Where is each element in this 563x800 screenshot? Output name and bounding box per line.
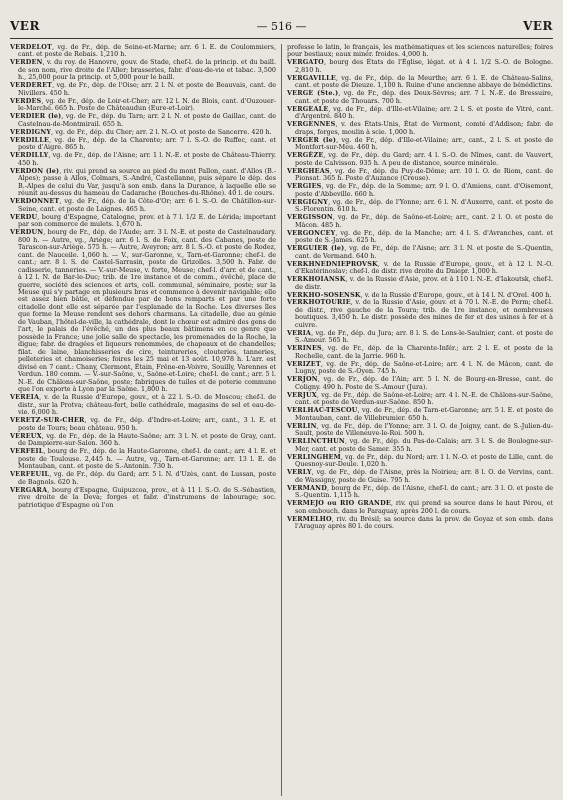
entry-text: , v. de la Russie d'Europe, gouv., et à 14 l. N. d'Orel. 400 h. <box>360 290 552 299</box>
entry-text: , vg. de Fr., dép. de la Haute-Saône; arr. 3 l. N. et poste de Gray, cant. de Dampierre-sur-Salon. 360 h. <box>18 431 276 448</box>
entry-text: , vg. de Fr., dép. de l'Aisne, près la Noirieu; arr. 8 l. O. de Vervins, cant. de Wassigny, poste de Guise. 795 h. <box>295 468 553 484</box>
entry-headword: VERDON (le) <box>10 166 60 175</box>
entry-headword: VERDELOT <box>10 44 52 51</box>
entry-headword: VERFEUIL <box>10 470 50 479</box>
entry-headword: VERKHO-SOSENSK <box>287 290 361 299</box>
dictionary-entry <box>287 44 553 59</box>
dictionary-entry <box>10 433 276 448</box>
dictionary-entry <box>287 407 553 422</box>
entry-headword: VERDU <box>10 212 38 221</box>
entry-text: professe le latin, le français, les mathématiques et les sciences naturelles; foires pour bestiaux; eaux minér. froides. 4,000 h. <box>287 44 553 59</box>
entry-text: , v. de la Russie d'Europe, gouv., et à 22 l. S.-O. de Moscou; chef-l. de distr., sur la Protva; château-fort, belle cathédrale, magasins de sel et eau-de-vie. 6,000 h. <box>18 393 276 417</box>
right-column <box>287 44 553 796</box>
dictionary-entry <box>287 261 553 276</box>
dictionary-entry <box>287 299 553 329</box>
entry-text: , vg. de Fr., dép. du Tarn; arr. 2 l. N. et poste de Gaillac, cant. de Castelnau-de-Montmirail. 655 h. <box>18 112 276 128</box>
dictionary-entry <box>10 168 276 198</box>
dictionary-entry <box>287 376 553 391</box>
entry-text: , vg. de Fr., dép. de l'Yonne; arr. 3 l. O. de Joigny, cant. de S.-Julien-du-Sault, poste de Villeneuve-le-Roi. 500 h. <box>295 421 553 438</box>
dictionary-entry <box>10 214 276 229</box>
dictionary-entry <box>10 98 276 113</box>
entry-headword: VERGENNES <box>287 120 336 129</box>
dictionary-entry <box>10 137 276 152</box>
dictionary-entry <box>287 423 553 438</box>
entry-text: , v. de la Russie d'Asie, gouv. et à 70 l. N.-E. de Perm; chef-l. de distr., rive gauche de la Toura; trib. de 1re instance, et nombreuses boutiques. 3,450 h. Le distr. possède des mines de fer et des usines à fer et à cuivre. <box>295 298 553 329</box>
dictionary-entry <box>287 199 553 214</box>
dictionary-entry <box>287 90 553 105</box>
dictionary-entry <box>287 469 553 484</box>
entry-headword: VERDES <box>10 96 42 105</box>
dictionary-entry <box>10 229 276 394</box>
dictionary-entry <box>10 82 276 97</box>
entry-text: , vg. de Fr., dép. de la Manche; arr. 4 l. S. d'Avranches, cant. et poste de S.-James. 625 h. <box>295 228 553 245</box>
entry-headword: VERIZET <box>287 359 321 368</box>
dictionary-entry <box>287 454 553 469</box>
entry-headword: VERMAND <box>287 483 327 492</box>
entry-text: , vg. de Fr., dép. de l'Ain; arr. 5 l. N. de Bourg-en-Bresse, cant. de Coligny. 490 h. Poste de S.-Amour (Jura). <box>295 375 553 391</box>
entry-text: , vg. de Fr., dép. du Jura; arr. 8 l. S. de Lons-le-Saulnier, cant. et poste de S.-Amour. 565 h. <box>295 328 553 345</box>
entry-headword: VERDONNET <box>10 197 60 206</box>
entry-headword: VERGIES <box>287 182 322 191</box>
entry-text: , vg. de Fr., dép. des Deux-Sèvres; arr. 7 l. N.-E. de Bressuire, cant. et poste de Thouars. 700 h. <box>295 89 553 105</box>
dictionary-entry <box>10 448 276 470</box>
entry-text: , vg. de Fr., dép. du Gard; arr. 5 l. N. d'Uzès, cant. de Lussan, poste de Bagnols. 620 h. <box>18 470 276 486</box>
entry-text: , vg. de Fr., dép. de l'Aisne; arr. 3 l. N. et poste de S.-Quentin, cant. de Vermand. 640 h. <box>295 244 553 260</box>
entry-text: , vg. de Fr., dép. de l'Aisne; arr. 1 l. N.-E. et poste de Château-Thierry. 450 h. <box>18 151 276 167</box>
entry-headword: VERGEALE <box>287 104 329 113</box>
entry-headword: VERLY <box>287 468 312 477</box>
entry-headword: VERGER (le) <box>287 135 337 144</box>
entry-headword: VEREUX <box>10 431 42 440</box>
dictionary-entry <box>10 394 276 416</box>
dictionary-entry <box>10 152 276 167</box>
entry-text: , vg. de Fr., dép. du Cher; arr. 2 l. N.-O. et poste de Sancerre. 420 h. <box>51 127 272 136</box>
dictionary-entry <box>287 245 553 260</box>
dictionary-entry <box>287 438 553 453</box>
entry-headword: VERINES <box>287 344 322 353</box>
entry-text: , vg. de Fr., dép. du Pas-de-Calais; arr. 3 l. S. de Boulogne-sur-Mer, cant. et poste de Samer. 355 h. <box>295 437 553 453</box>
entry-text: , vg. de Fr., dép. de Saône-et-Loire; arr. 4 l. N.-E. de Châlons-sur-Saône, cant. et poste de Verdun-sur-Saône. 850 h. <box>295 390 553 407</box>
entry-headword: VERDUN <box>10 228 44 237</box>
entry-text: , riv. du Brésil; sa source dans la prov. de Goyaz et son emb. dans l'Araguay après 80 l. de cours. <box>295 514 553 531</box>
entry-text: , riv. qui prend sa source dans le haut Pérou, et son embouch. dans le Paraguay, après 200 l. de cours. <box>295 499 553 515</box>
entry-headword: VERGONCEY <box>287 228 336 237</box>
dictionary-entry <box>287 214 553 229</box>
entry-headword: VERLHAC-TESCOU <box>287 406 358 415</box>
entry-text: , v. de la Russie d'Europe, gouv., et à 12 l. N.-O. d'Ekatérinoslav; chef-l. de distr. rive droite du Dniepr. 1,000 h. <box>295 259 553 276</box>
dictionary-entry <box>287 276 553 291</box>
entry-headword: VERJUX <box>287 390 317 399</box>
entry-headword: VERGAVILLE <box>287 73 336 82</box>
entry-text: , vg. de Fr., dép. du Puy-de-Dôme; arr. 10 l. O. de Riom, cant. de Pionsat. 365 h. Poste d'Auzance (Creuse). <box>295 166 553 183</box>
entry-text: , vg. de Fr., dép. de Tarn-et-Garonne; arr. 5 l. E. et poste de Montauban, cant. de Villebrumier. 650 h. <box>295 406 553 422</box>
dictionary-entry <box>10 59 276 81</box>
entry-text: , vg. de Fr., dép. d'Ille-et-Vilaine; arr., cant., 2 l. S. et poste de Montfort-sur-Meu. 460 h. <box>295 135 553 152</box>
dictionary-entry <box>287 183 553 198</box>
entry-headword: VERGE (Ste.) <box>287 89 339 98</box>
entry-headword: VERDILLY <box>10 151 49 160</box>
entry-headword: VERGARA <box>10 485 48 494</box>
dictionary-entry <box>287 500 553 515</box>
dictionary-entry <box>287 516 553 531</box>
column-divider <box>281 44 282 796</box>
entry-text: , vg. de Fr., dép. de Saône-et-Loire; arr., cant. 2 l. O. et poste de Mâcon. 485 h. <box>295 213 553 229</box>
entry-text: , v. des États-Unis, État de Vermont, comté d'Addison; fabr. de draps, forges, moulin à scie. 1,000 h. <box>295 120 553 136</box>
header-rule <box>10 38 553 39</box>
entry-headword: VERGIGNY <box>287 197 329 206</box>
entry-text: , riv. qui prend sa source au pied du mont Pallon, cant. d'Allos (B.-Alpes); passe à Allos, Colmars, S.-André, Castellanne, puis sépare le dép. des B.-Alpes de celui du Var, jusqu'à son emb. dans la Durance, à laquelle elle se réunit au-dessus du hameau de Cadarache (Bouches-du-Rhône). 40 l. de cours. <box>18 166 276 198</box>
dictionary-entry <box>10 198 276 213</box>
dictionary-entry <box>287 168 553 183</box>
entry-text: , vg. de Fr., dép. du Nord; arr. 1 l. N.-O. et poste de Lille, cant. de Quesnoy-sur-Deule. 1,020 h. <box>295 452 553 469</box>
entry-headword: VERGÈZE <box>287 151 324 160</box>
dictionary-entry <box>287 345 553 360</box>
entry-headword: VERETZ-SUR-CHER <box>10 416 85 425</box>
entry-headword: VERMEJO ou RIO GRANDE <box>287 499 391 508</box>
dictionary-entry <box>287 121 553 136</box>
two-column-body <box>10 44 553 796</box>
entry-headword: VERJON <box>287 375 318 384</box>
dictionary-entry <box>287 106 553 121</box>
dictionary-entry <box>287 485 553 500</box>
entry-headword: VERIA <box>287 328 312 337</box>
entry-headword: VERLINCTHUN <box>287 437 345 446</box>
entry-text: , v. du roy. de Hanovre, gouv. de Stade, chef-l. de la princip. et du baill. de son nom, rive droite de l'Aller; brasseries, fabr. d'eau-de-vie et tabac. 3,500 h., 25,000 pour la princip. et 5,000 pour le baill. <box>18 58 276 82</box>
entry-text: , vg. de Fr., dép. de la Meurthe; arr. 6 l. E. de Château-Salins, cant. et poste de Dieuze. 1,100 h. Ruine d'une ancienne abbaye de bénédictins. <box>295 73 553 90</box>
dictionary-entry <box>287 137 553 152</box>
entry-text: , vg. de Fr., dép. de la Somme; arr. 9 l. O. d'Amiens, cant. d'Oisemont, poste d'Abbeville. 660 h. <box>295 182 553 198</box>
entry-headword: VERLINGHEM <box>287 452 341 461</box>
left-column <box>10 44 276 796</box>
dictionary-entry <box>287 361 553 376</box>
entry-text: , vg. de Fr., dép. de l'Yonne; arr. 6 l. N. d'Auxerre, cant. et poste de S.-Florentin. 610 h. <box>295 197 553 214</box>
entry-text: , vg. de Fr., dép. d'Ille-et-Vilaine; arr. 2 l. S. et poste de Vitré, cant. d'Argentré. 840 h. <box>295 104 553 121</box>
dictionary-entry <box>287 230 553 245</box>
dictionary-entry <box>287 392 553 407</box>
entry-text: , vg. de Fr., dép. de Seine-et-Marne; arr. 6 l. E. de Coulommiers, cant. et poste de Rebais. 1,210 h. <box>18 44 276 59</box>
entry-headword: VERDERET <box>10 81 53 90</box>
page-header <box>10 18 553 34</box>
dictionary-entry <box>10 417 276 432</box>
entry-text: , vg. de Fr., dép. de l'Oise; arr. 2 l. N. et poste de Beauvais, cant. de Nivillers. 450 h. <box>18 81 276 97</box>
entry-text: , bourg d'Espagne, Catalogne, prov. et à 7 l. 1/2 E. de Lérida; important par son commerce de mulets. 1,670 h. <box>18 212 276 229</box>
dictionary-entry <box>287 152 553 167</box>
running-head-left: VER <box>10 19 40 33</box>
entry-text: , v. de la Russie d'Asie, prov. et à 110 l. N.-E. d'Iakoutsk, chef-l. de distr. <box>295 275 553 291</box>
entry-headword: VERFEIL <box>10 447 44 456</box>
entry-headword: VERDIER (le) <box>10 112 62 121</box>
running-head-right: VER <box>523 19 553 33</box>
entry-text: , bourg de Fr., dép. de l'Aude; arr. 3 l. N.-E. et poste de Castelnaudary. 800 h. — Autre, vg., Ariège; arr. 6 l. S. de Foix, cant. des Cabanes, poste de Tarascon-sur-Ariège. 575 h. — Autre, Aveyron; arr. 8 l. S.-O. et poste de Rodez, cant. de Nauceile. 1,060 h. — V., sur-Garonne, v., Tarn-et-Garonne; chef-l. de cant.; arr. 8 l. S. de Castel-Sarrasin, poste de Grizolles. 3,500 h. Fabr. de cadisserie, tanneries. — V.-sur-Meuse, v. forte, Meuse; chef-l. d'arr. et de cant., à 12 l. N. de Bar-le-Duc; trib. de 1re instance et de comm., évêché, place de guerre, société des sciences et arts, coll. communal, séminaire, poste; sur la Meuse qui s'y partage en plusieurs bras et commence à devenir navigable; elle est assez bien bâtie, et défendue par de bons remparts et par une forte citadelle dont elle est séparée par l'esplanade de la Roche. Les diverses îles que forme la Meuse rendent ses dehors charmans. La citadelle, due au génie de Vauban, l'hôtel-de-ville, la cathédrale, dont le chœur est admiré des gens de l'art, le palais de l'évêché, un des plus beaux bâtimens en ce genre que possède la France; une jolie salle de spectacle, les promenades de la Roche, la digue; fabr. de dragées et liqueurs renommées, de chapeaux et de chandelles; filat. de laine, blanchisseries de cire, teintureries, clouteries, tanneries, pelleteries et chamoiseries; foires les 25 mai et 13 août. 10,978 h. L'arr. est divisé en 7 cant.: Chany, Clermont, Étain, Frêne-en-Voivre, Souilly, Varennes et Verdun. 180 comm. — V.-sur-Saône, v., Saône-et-Loire; chef-l. de cant.; arr. 5 l. N.-E. de Châlons-sur-Saône, poste; fabriques de tuiles et de poterie commune que l'on exporte à Lyon par la Saône. 1,800 h. <box>18 228 276 394</box>
entry-headword: VERGATO <box>287 58 324 67</box>
entry-text: , bourg de Fr., dép. de la Haute-Garonne, chef-l. de cant.; arr. 4 l. E. et poste de Toulouse. 2,445 h. — Autre, vg., Tarn-et-Garonne; arr. 13 l. E. de Montauban, cant. et poste de S.-Antonin. 730 h. <box>18 447 276 471</box>
dictionary-entry <box>10 471 276 486</box>
entry-text: , vg. de Fr., dép. de la Charente; arr. 7 l. S.-O. de Ruffec, cant. et poste d'Aigre. 865 h. <box>18 135 276 152</box>
entry-text: , vg. de Fr., dép. de Loir-et-Cher; arr. 12 l. N. de Blois, cant. d'Ouzouer-le-Marché. 665 h. Poste de Châteaudun (Eure-et-Loir). <box>18 96 276 113</box>
entry-headword: VERLIN <box>287 421 317 430</box>
dictionary-entry <box>287 75 553 90</box>
entry-headword: VEREIA <box>10 393 40 402</box>
dictionary-entry <box>10 113 276 128</box>
entry-text: , vg. de Fr., dép. de la Charente-Infér.; arr. 2 l. E. et poste de la Rochelle, cant. de la Jarrie. 960 h. <box>295 344 553 360</box>
entry-text: , bourg de Fr., dép. de l'Aisne, chef-l. de cant.; arr. 3 l. O. et poste de S.-Quentin. 1,115 h. <box>295 483 553 500</box>
entry-text: , vg. de Fr., dép. d'Indre-et-Loire; arr., cant., 3 l. E. et poste de Tours; beau château. 950 h. <box>18 416 276 432</box>
entry-text: , vg. de Fr., dép. du Gard; arr. 4 l. S.-O. de Nîmes, cant. de Vauvert, poste de Calvisson. 935 h. A peu de distance, source minérale. <box>295 151 553 167</box>
page-number: — 516 — <box>256 19 307 33</box>
entry-text: , bourg des États de l'Église, légat. et à 4 l. 1/2 S.-O. de Bologne. 2,810 h. <box>295 58 553 74</box>
entry-headword: VERDILLE <box>10 135 50 144</box>
entry-headword: VERDEN <box>10 58 43 67</box>
entry-text: , vg. de Fr., dép. de la Côte-d'Or; arr. 6 l. S.-O. de Châtillon-sur-Seine, cant. et poste de Laignes. 465 h. <box>18 197 276 213</box>
dictionary-entry <box>10 487 276 509</box>
entry-headword: VERMELHO <box>287 514 332 523</box>
entry-headword: VERDIGNY <box>10 127 52 136</box>
entry-headword: VERGISSON <box>287 213 333 222</box>
entry-headword: VERKHOTOURIE <box>287 298 351 307</box>
dictionary-entry <box>10 44 276 59</box>
entry-headword: VERGHEAS <box>287 166 330 175</box>
entry-headword: VERKHOIANSK <box>287 275 346 284</box>
entry-headword: VERKHNEDNIEPROVSK <box>287 259 378 268</box>
entry-text: , bourg d'Espagne, Guipuzcoa, prov., et à 11 l. S.-O. de S.-Sébastien, rive droite de la Deva; forges et fabr. d'instrumens de labourage; soc. patriotique d'Espagne où l'on <box>18 485 276 509</box>
entry-text: , vg. de Fr., dép. de Saône-et-Loire; arr. 4 l. N. de Mâcon, cant. de Lugny, poste de S.-Oyen. 745 h. <box>295 359 553 376</box>
entry-headword: VERGUIER (le) <box>287 244 345 253</box>
dictionary-entry <box>287 330 553 345</box>
dictionary-entry <box>287 59 553 74</box>
